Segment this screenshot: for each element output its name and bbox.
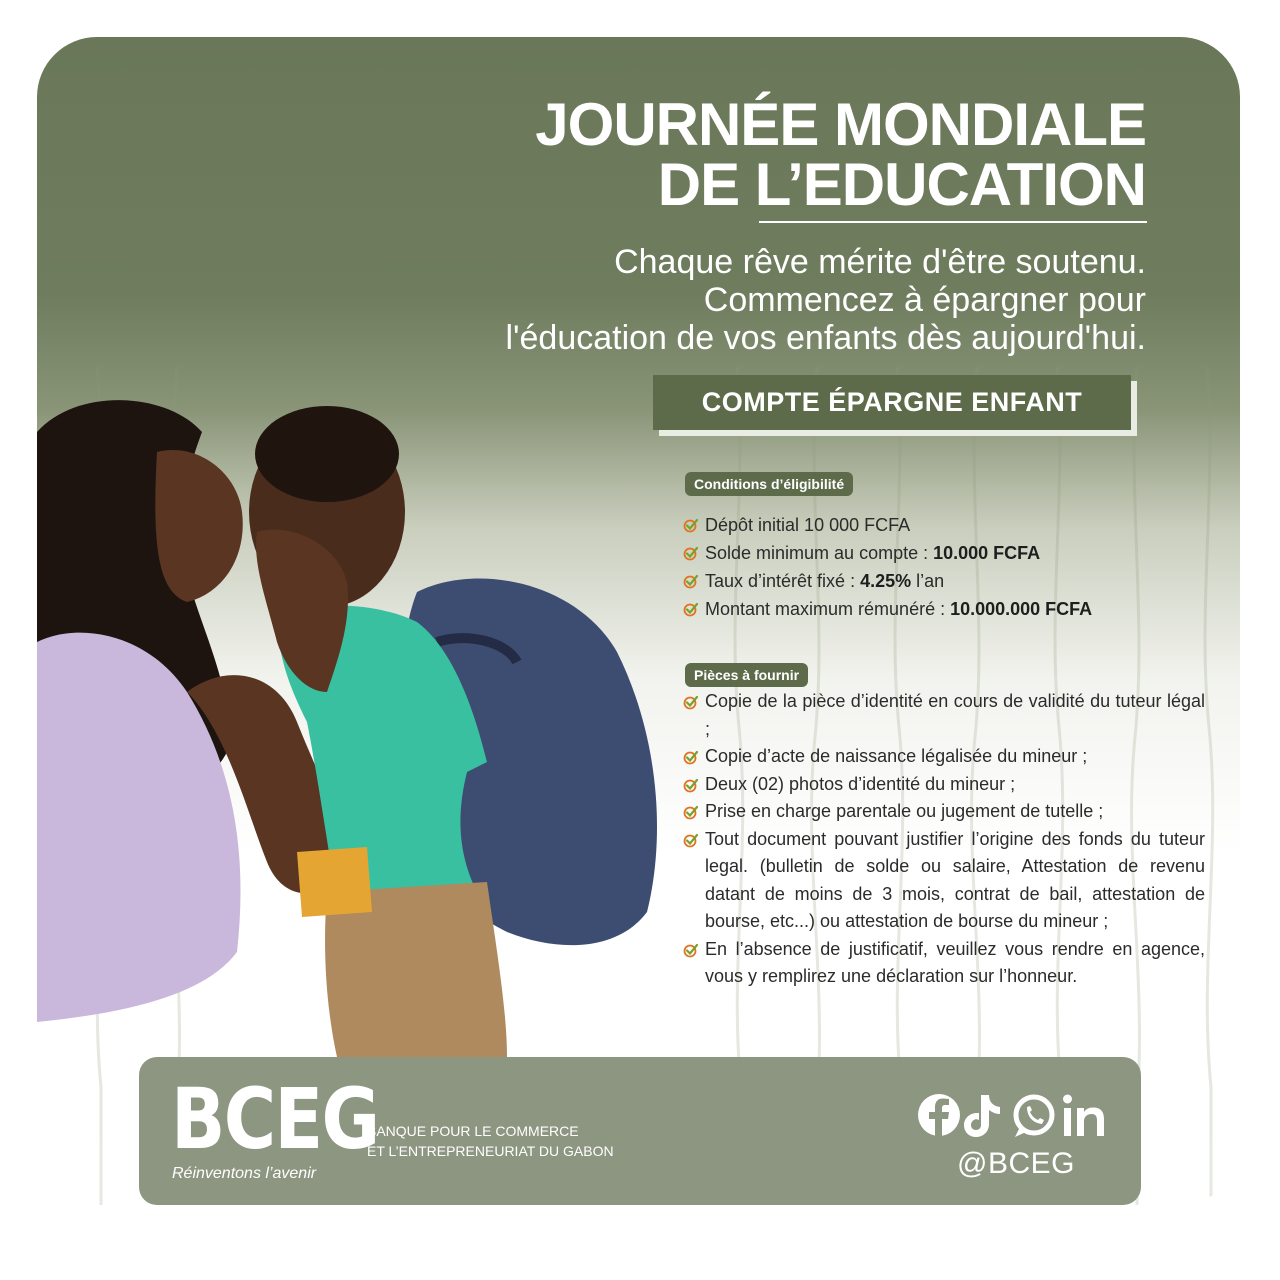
eligibility-item-text: Dépôt initial 10 000 FCFA: [705, 515, 911, 535]
bank-name-line-1: BANQUE POUR LE COMMERCE: [367, 1123, 579, 1139]
bceg-logo: BCEG: [171, 1070, 379, 1168]
check-icon: [683, 942, 699, 958]
check-icon: [683, 573, 699, 589]
title-line-2: DE L’EDUCATION: [657, 151, 1146, 218]
bank-name: [367, 1121, 614, 1161]
document-item-text: Deux (02) photos d’identité du mineur ;: [705, 773, 1016, 794]
subtitle-line-3: l'éducation de vos enfants dès aujourd'hui.: [505, 319, 1146, 357]
check-icon: [683, 694, 699, 710]
product-banner: COMPTE ÉPARGNE ENFANT: [653, 375, 1131, 430]
documents-heading: Pièces à fournir: [685, 663, 808, 687]
list-item: [683, 688, 1205, 743]
title-divider: [759, 221, 1147, 223]
tagline: Réinventons l’avenir: [172, 1165, 317, 1182]
list-item: [683, 539, 1203, 567]
document-item-text: Tout document pouvant justifier l’origine des fonds du tuteur legal. (bulletin de solde ou salaire, Attestation de revenu datant de moins de 3 mois, contrat de bail, attestation de bourse, etc...) ou attestation de bourse du mineur ;: [705, 828, 1205, 931]
subtitle: [505, 243, 1146, 357]
list-item: [683, 511, 1203, 539]
subtitle-line-2: Commencez à épargner pour: [703, 281, 1146, 319]
check-icon: [683, 601, 699, 617]
bank-name-line-2: ET L’ENTREPRENEURIAT DU GABON: [367, 1143, 614, 1159]
eligibility-item-text: Taux d’intérêt fixé :: [705, 571, 861, 591]
document-item-text: En l’absence de justificatif, veuillez vous rendre en agence, vous y remplirez une déclaration sur l’honneur.: [705, 938, 1205, 986]
social-handle: @BCEG: [957, 1147, 1075, 1180]
eligibility-item-value: 4.25%: [860, 571, 912, 591]
facebook-icon[interactable]: [918, 1094, 960, 1137]
check-icon: [683, 545, 699, 561]
check-icon: [683, 777, 699, 793]
eligibility-item-text: Solde minimum au compte :: [705, 543, 934, 563]
document-item-text: Copie de la pièce d’identité en cours de validité du tuteur légal ;: [705, 691, 1205, 739]
check-icon: [683, 517, 699, 533]
title-line-1: JOURNÉE MONDIALE: [535, 91, 1146, 158]
check-icon: [683, 832, 699, 848]
check-icon: [683, 804, 699, 820]
whatsapp-icon[interactable]: [1015, 1097, 1052, 1137]
list-item: [683, 798, 1205, 826]
list-item: [683, 743, 1205, 771]
poster-card: [37, 37, 1240, 1205]
eligibility-item-value: 10.000 FCFA: [933, 543, 1041, 563]
document-item-text: Prise en charge parentale ou jugement de tutelle ;: [705, 801, 1104, 821]
eligibility-item-value: 10.000.000 FCFA: [950, 599, 1093, 619]
subtitle-line-1: Chaque rêve mérite d'être soutenu.: [614, 243, 1146, 281]
tiktok-icon[interactable]: [964, 1095, 1000, 1137]
eligibility-item-text: Montant maximum rémunéré :: [705, 599, 951, 619]
eligibility-heading: Conditions d’éligibilité: [685, 472, 853, 496]
eligibility-list: [683, 511, 1203, 623]
list-item: [683, 567, 1203, 595]
page-title: [535, 91, 1146, 218]
list-item: [683, 936, 1205, 991]
list-item: [683, 771, 1205, 799]
list-item: [683, 595, 1203, 623]
social-icons: [917, 1091, 1117, 1141]
eligibility-item-suffix: l’an: [911, 571, 945, 591]
footer-bar: [139, 1057, 1141, 1205]
mother-and-child-photo: [37, 392, 677, 1057]
documents-list: [683, 688, 1205, 991]
check-icon: [683, 749, 699, 765]
linkedin-icon[interactable]: [1063, 1095, 1104, 1137]
list-item: [683, 826, 1205, 936]
document-item-text: Copie d’acte de naissance légalisée du mineur ;: [705, 746, 1088, 766]
